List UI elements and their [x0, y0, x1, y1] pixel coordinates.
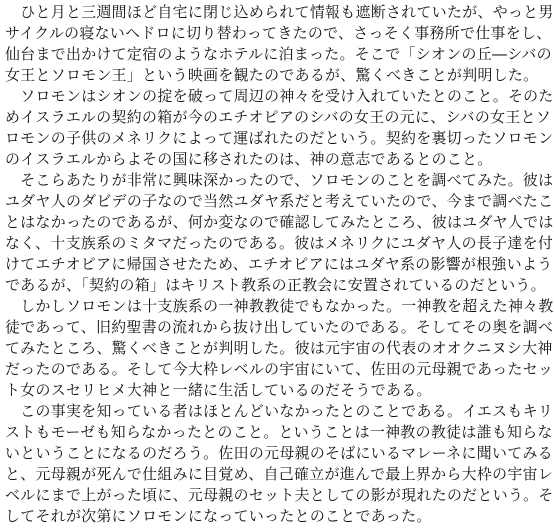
text-line: ユダヤ人のダビデの子なので当然ユダヤ系だと考えていたので、今まで調べたこ — [5, 192, 554, 210]
text-line: ソロモンはシオンの掟を破って周辺の神々を受け入れていたとのこと。そのた — [5, 87, 554, 105]
text-line: ひと月と三週間ほど自宅に閉じ込められて情報も遮断されていたが、やっと男 — [5, 3, 554, 21]
text-line: てみたところ、驚くべきことが判明した。彼は元宇宙の代表のオオクニヌシ大神 — [5, 339, 553, 357]
text-line: サイクルの寝ないヘドロに切り替わってきたので、さっそく事務所で仕事をし、 — [5, 24, 552, 42]
text-line: ベルにまで上がった頃に、元母親のセット夫としての影が現れたのだという。そ — [5, 486, 554, 504]
text-line: しかしソロモンは十支族系の一神教教徒でもなかった。一神教を超えた神々教 — [5, 297, 554, 315]
text-line: いということになるのだろう。佐田の元母親のそばにいるマレーネに聞いてみる — [5, 444, 553, 462]
text-line: ストもモーゼも知らなかったとのこと。ということは一神教の教徒は誰も知らな — [5, 423, 553, 441]
text-line: であるが、「契約の箱」はキリスト教系の正教会に安置されているのだという。 — [5, 276, 546, 294]
text-line: めイスラエルの契約の箱が今のエチオピアのシバの女王の元に、シバの女王とソ — [5, 108, 552, 126]
text-line: のイスラエルからよその国に移されたのは、神の意志であるとのこと。 — [5, 150, 493, 168]
text-line: と、元母親が死んで仕組みに目覚め、自己確立が進んで最上界から大枠の宇宙レ — [5, 465, 554, 483]
text-line: とはなかったのであるが、何か変なので確認してみたところ、彼はユダヤ人では — [5, 213, 554, 231]
text-line: けてエチオピアに帰国させたため、エチオピアにはユダヤ系の影響が根強いよう — [5, 255, 553, 273]
text-line: 徒であって、旧約聖書の流れから抜け出していたのである。そしてその奥を調べ — [5, 318, 554, 336]
text-line: だったのである。そして今大枠レベルの宇宙にいて、佐田の元母親であったセッ — [5, 360, 554, 378]
text-line: なく、十支族系のミタマだったのである。彼はメネリクにユダヤ人の長子達を付 — [5, 234, 554, 252]
text-line: そこらあたりが非常に興味深かったので、ソロモンのことを調べてみた。彼は — [5, 171, 554, 189]
text-line: ロモンの子供のメネリクによって運ばれたのだという。契約を裏切ったソロモン — [5, 129, 554, 147]
text-line: してそれが次第にソロモンになっていったとのことであった。 — [5, 507, 432, 525]
text-line: この事実を知っている者はほとんどいなかったとのことである。イエスもキリ — [5, 402, 554, 420]
text-line: 仙台まで出かけて定宿のようなホテルに泊まった。そこで「シオンの丘―シバの — [5, 45, 552, 63]
text-line: 女王とソロモン王」という映画を観たのであるが、驚くべきことが判明した。 — [5, 66, 539, 84]
text-line: ト女のスセリヒメ大神と一緒に生活しているのだそうである。 — [5, 381, 432, 399]
